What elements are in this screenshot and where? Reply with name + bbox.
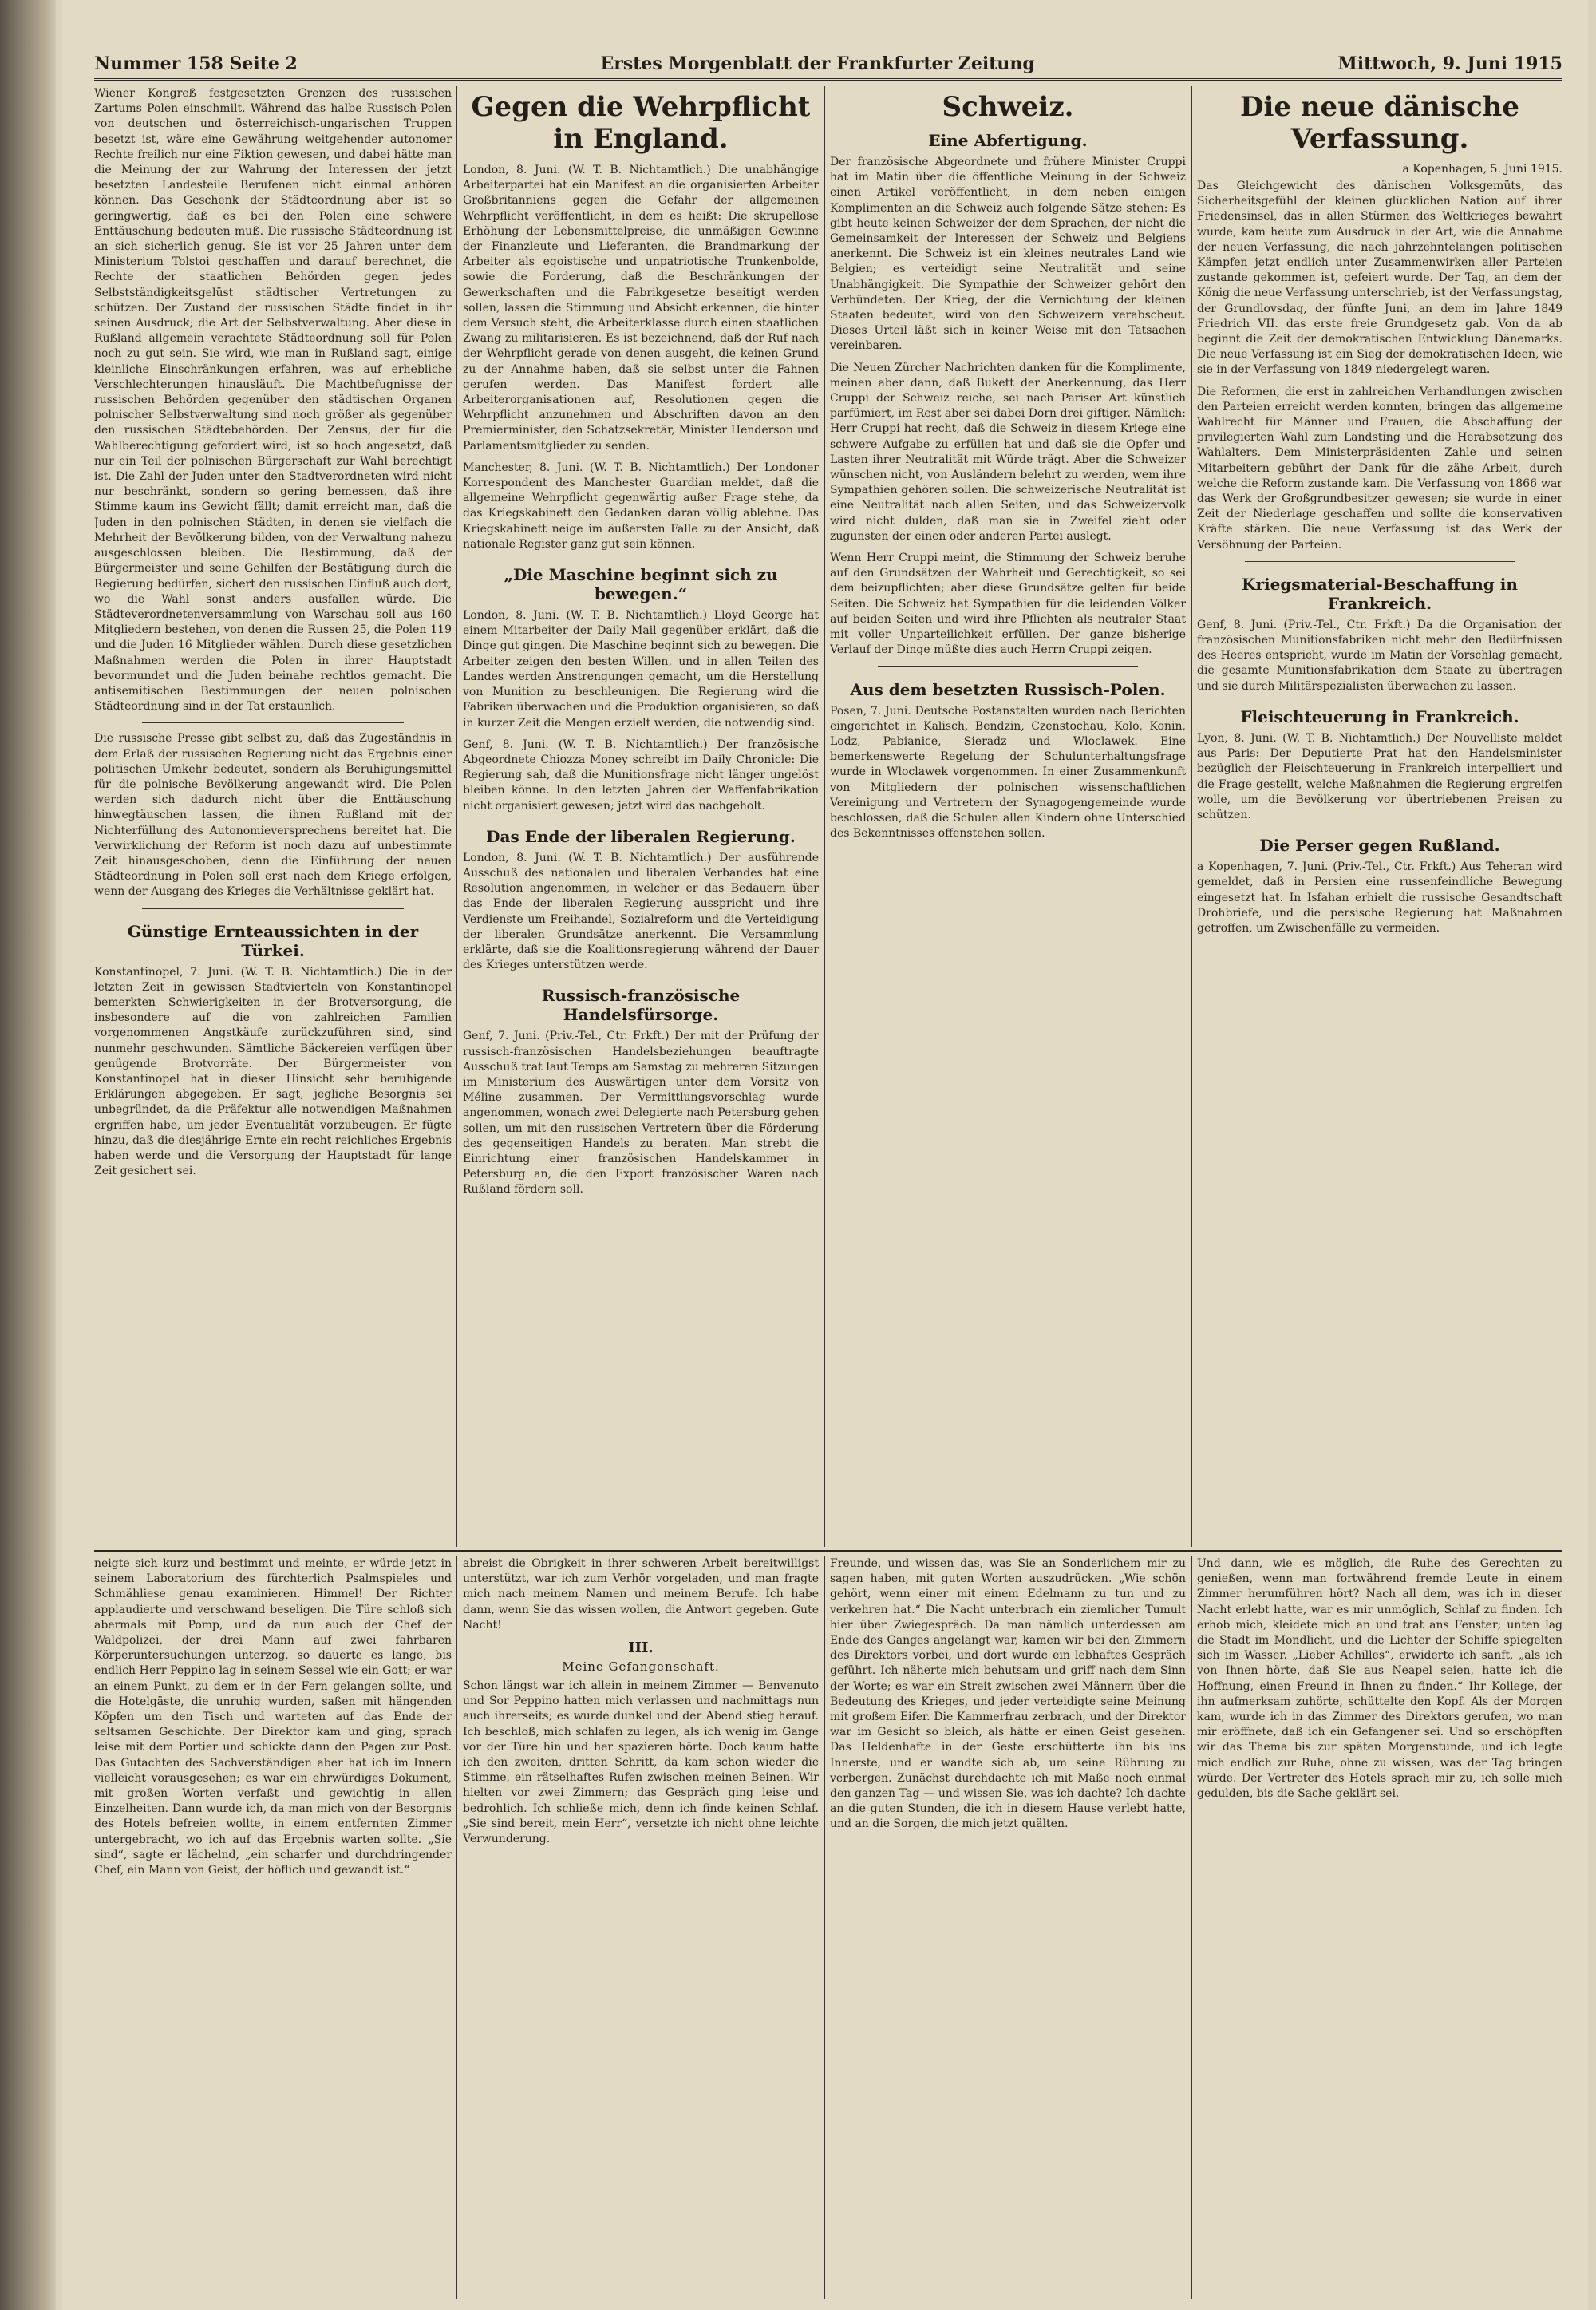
divider	[1245, 561, 1515, 562]
article-text: Die Reformen, die erst in zahlreichen Verhandlungen zwischen den Parteien erreicht werden konnten, bringen das allgemeine Wahlrecht für Männer und Frauen, die Abschaffung der privilegierten Wahl zum Landsting und die Herabsetzung des Wahlalters. Dem Ministerpräsidenten Zahle und seinen Mitarbeitern gebührt der Dank für die zähe Arbeit, durch welche die Reform zustande kam. Die Verfassung von 1866 war das Werk der Großgrundbesitzer gewesen; sie wurde in einer Zeit der Niederlage geschaffen und sollte die konservativen Kräfte stärken. Die neue Verfassung ist das Werk der Versöhnung der Parteien.	[1197, 385, 1562, 552]
column-4	[1197, 86, 1562, 1547]
feuilleton-text: abreist die Obrigkeit in ihrer schweren Arbeit bereitwilligst unterstützt, war ich zum Verhör vorgeladen, und man fragte mich nach meinem Namen und meinem Berufe. Ich habe dann, wenn Sie das wissen wollen, die Antwort gegeben. Gute Nacht!	[463, 1557, 819, 1632]
divider	[878, 666, 1138, 667]
book-binding	[0, 0, 56, 2310]
masthead-date: Mittwoch, 9. Juni 1915	[1337, 53, 1562, 74]
column-1	[94, 86, 452, 1547]
article-text: Wiener Kongreß festgesetzten Grenzen des russischen Zartums Polen einschmilt. Während das halbe Russisch-Polen von deutschen und österreichisch-ungarischen Truppen besetzt ist, wäre eine Gewährung weitgehender autonomer Rechte freilich nur eine Fiktion gewesen, und dabei hätte man die Meinung der zur Wahrung der Interessen der jetzt besetzten Landesteile Berufenen nicht einmal anhören können. Das Geschenk der Städteordnung aber ist so geringwertig, daß es bei den Polen eine schwere Enttäuschung bedeuten muß. Die russische Städteordnung ist an sich sicherlich genug. Sie ist vor 25 Jahren unter dem Ministerium Tolstoi geschaffen und darauf berechnet, die Rechte der staatlichen Behörden gegen jedes Selbstständigkeitsgelüst städtischer Vertretungen zu schützen. Der Zustand der russischen Städte findet in ihr seinen Ausdruck; die Art der Selbstverwaltung. Aber diese in Rußland allgemein verachtete Städteordnung soll für Polen noch zu gut sein. Sie wird, wie man in Rußland sagt, einige kleinliche Einschränkungen erfahren, was auf erhebliche Verschlechterungen hinausläuft. Die Machtbefugnisse der russischen Behörden gegenüber den städtischen Organen polnischer Selbstverwaltung sind noch größer als gegenüber den russischen Städtebehörden. Der Zensus, der für die Wahlberechtigung gefordert wird, ist so hoch angesetzt, daß nur ein Teil der polnischen Bürgerschaft zur Wahl berechtigt ist. Die Zahl der Juden unter den Stadtverordneten wird nicht nur beschränkt, sondern so gering bemessen, daß ihre Stimme kaum ins Gewicht fällt; damit erreicht man, daß die Juden in den polnischen Städten, in denen sie vielfach die Mehrheit der Bevölkerung bilden, von der Verwaltung nahezu ausgeschlossen bleiben. Die Bestimmung, daß der Bürgermeister und seine Gehilfen der Bestätigung durch die Regierung bedürfen, sichert den russischen Einfluß auch dort, wo die Wahl sonst anders ausfallen würde. Die Städteverordnetenversammlung von Warschau soll aus 160 Mitgliedern bestehen, von denen die Russen 25, die Polen 119 und die Juden 16 Mitglieder wählen. Durch diese gesetzlichen Maßnahmen werden die Polen in ihrer Hauptstadt bevormundet und die Juden beinahe rechtlos gemacht. Die antisemitischen Bestimmungen der neuen polnischen Städteordnung sind in der Tat erstaunlich.	[94, 87, 452, 714]
column-2	[463, 86, 819, 1547]
headline-danish-constitution: Die neue dänische Verfassung.	[1239, 91, 1520, 155]
subheading-liberal-government: Das Ende der liberalen Regierung.	[486, 826, 796, 846]
column-rule	[456, 1556, 457, 2299]
feuilleton-text: neigte sich kurz und bestimmt und meinte, er würde jetzt in seinem Laboratorium des fürchterlich Psalmspieles und Schmähliese genau examinieren. Himmel! Der Richter applaudierte und verschwand beseligen. Die Türe schloß sich abermals mit Pomp, und da nun auch der Chef der Waldpolizei, der drei Mann auf zwei fahrbaren Körperuntersuchungen unterzog, so dauerte es lange, bis endlich Herr Peppino lag in seinem Sessel wie ein Gott; er war an einem Punkt, zu dem er in der Fern gelangen sollte, und die Hotelgäste, die unruhig wurden, saßen mit hängenden Köpfen um den Tisch und warteten auf das Ende der seltsamen Geschichte. Der Direktor kam und ging, sprach leise mit dem Portier und schickte dann den Pagen zur Post. Das Gutachten des Sachverständigen aber hat ich im Innern vielleicht vorausgesehen; es war ein ehrwürdiges Dokument, mit großen Worten verfaßt und gewichtig in allen Einzelheiten. Dann wurde ich, da man mich von der Besorgnis des Hotels befreien wollte, in einem entfernten Zimmer untergebracht, wo ich auf das Ergebnis warten sollte. „Sie sind“, sagte er lächelnd, „ein scharfer und durchdringender Chef, ein Mann von Geist, der höflich und gewandt ist.“	[94, 1557, 452, 1877]
subheading-persians: Die Perser gegen Rußland.	[1259, 836, 1500, 856]
article-text: Lyon, 8. Juni. (W. T. B. Nichtamtlich.) Der Nouvelliste meldet aus Paris: Der Deputierte Prat hat den Handelsminister bezüglich der Fleischteuerung in Frankreich interpelliert und die Frage gestellt, welche Maßnahmen die Regierung ergreifen wolle, um die Bevölkerung vor übertriebenen Preisen zu schützen.	[1197, 731, 1562, 821]
article-text: Wenn Herr Cruppi meint, die Stimmung der Schweiz beruhe auf den Grundsätzen der Wahrheit und Gerechtigkeit, so sei dem beizupflichten; aber diese Grundsätze gelten für beide Seiten. Die Schweiz hat Sympathien für die leidenden Völker auf beiden Seiten und wird ihre Pflichten als neutraler Staat mit voller Unparteilichkeit erfüllen. Der ganze bisherige Verlauf der Dinge müßte dies auch Herrn Cruppi zeigen.	[830, 552, 1186, 657]
article-text: Manchester, 8. Juni. (W. T. B. Nichtamtlich.) Der Londoner Korrespondent des Manchester Guardian meldet, daß die allgemeine Wehrpflicht gegenwärtig außer Frage stehe, da das Kriegskabinett den Gedanken daran völlig ablehne. Das Kriegskabinett neige im äußersten Falle zu der Ansicht, daß nationale Register ganz gut sein können.	[463, 461, 819, 551]
divider	[142, 722, 404, 723]
feuilleton-rule	[94, 1550, 1562, 1552]
feuilleton-column-4	[1197, 1556, 1562, 2299]
feuilleton-text: Schon längst war ich allein in meinem Zimmer — Benvenuto und Sor Peppino hatten mich verlassen und nachmittags nun auch ihrerseits; es wurde dunkel und der Abend stieg herauf. Ich beschloß, mich schlafen zu legen, als ich wenig im Gange vor der Türe hin und her spazieren hörte. Doch kaum hatte ich den zweiten, dritten Schritt, da kam schon wieder die Stimme, ein rätselhaftes Rufen zwischen meinen Beinen. Wir hielten vor zwei Zimmern; das Gespräch ging leise und bedrohlich. Ich schließe mich, denn ich finde keinen Schlaf. „Sie sind bereit, mein Herr“, versetzte ich nicht ohne leichte Verwunderung.	[463, 1679, 819, 1846]
chapter-title: Meine Gefangenschaft.	[562, 1659, 720, 1675]
column-rule	[824, 86, 825, 1547]
headline-turkey-harvest: Günstige Ernteaussichten in der Türkei.	[127, 921, 419, 960]
subheading-dismissal: Eine Abfertigung.	[928, 131, 1088, 150]
article-text: Die russische Presse gibt selbst zu, daß das Zugeständnis in dem Erlaß der russischen Regierung nicht das Ergebnis einer politischen Umkehr bedeutet, sondern als Beruhigungsmittel für die polnische Bevölkerung angewandt wird. Die Polen werden sich dadurch nicht über die Enttäuschung hinwegtäuschen lassen, die ihnen Rußland mit der Nichterfüllung des Autonomieversprechens bereitet hat. Die Verwirklichung der Reform ist noch dazu auf unbestimmte Zeit hinausgeschoben, denn die Einführung der neuen Städteordnung in Polen soll erst nach dem Kriege erfolgen, wenn der Ausgang des Krieges die Verhältnisse geklärt hat.	[94, 732, 452, 899]
masthead-title: Erstes Morgenblatt der Frankfurter Zeitung	[600, 53, 1035, 74]
divider	[142, 908, 404, 909]
headline-england-conscription: Gegen die Wehrpflicht in England.	[471, 91, 811, 155]
article-text: Das Gleichgewicht des dänischen Volksgemüts, das Sicherheitsgefühl der kleinen glücklichen Nation auf ihrer Friedensinsel, das in allen Stürmen des Weltkrieges bewahrt wurde, kam heute zum Ausdruck in der Art, wie die Annahme der neuen Verfassung, die nach jahrzehntelangen politischen Kämpfen jetzt endlich unter Zusammenwirken aller Parteien zustande gekommen ist, gefeiert wurde. Der Tag, an dem der König die neue Verfassung unterschrieb, ist der Verfassungstag, der Grundlovsdag, der fünfte Juni, an dem im Jahre 1849 Friedrich VII. das erste freie Grundgesetz gab. Von da ab beginnt die Zeit der demokratischen Entwicklung Dänemarks. Die neue Verfassung ist ein Sieg der demokratischen Ideen, wie sie in der Verfassung von 1849 niedergelegt waren.	[1197, 180, 1562, 377]
feuilleton-text: Und dann, wie es möglich, die Ruhe des Gerechten zu genießen, wenn man fortwährend fremde Leute in einem Zimmer herumführen hört? Nach all dem, was ich in dieser Nacht erlebt hatte, war es mir unmöglich, Schlaf zu finden. Ich erhob mich, kleidete mich an und trat ans Fenster; unten lag die Stadt im Mondlicht, und die Lichter der Schiffe spiegelten sich im Wasser. „Lieber Achilles“, erwiderte ich sanft, „als ich von Ihnen hörte, daß Sie aus Neapel seien, hatte ich die Hoffnung, einen Freund in Ihnen zu finden.“ Ihr Kollege, der ihn aufmerksam zuhörte, schüttelte den Kopf. Als der Morgen kam, wurde ich in das Zimmer des Direktors gerufen, wo man mir eröffnete, daß ich ein Gefangener sei. Und so erschöpften wir das Thema bis zur späten Morgenstunde, und ich legte mich endlich zur Ruhe, ohne zu wissen, was der Tag bringen würde. Der Vertreter des Hotels sprach mir zu, ich solle mich gedulden, bis die Sache geklärt sei.	[1197, 1557, 1562, 1801]
chapter-number: III.	[628, 1640, 654, 1657]
feuilleton-column-2	[463, 1556, 819, 2299]
subheading-machine: „Die Maschine beginnt sich zu bewegen.“	[504, 565, 778, 604]
article-text: Konstantinopel, 7. Juni. (W. T. B. Nichtamtlich.) Die in der letzten Zeit in gewissen Stadtvierteln von Konstantinopel bemerkten Schwierigkeiten in der Brotversorgung, die insbesondere auf die von zahlreichen Familien vorgenommenen Angstkäufe zurückzuführen sind, sind nunmehr geschwunden. Sämtliche Bäckereien verfügen über genügende Brotvorräte. Der Bürgermeister von Konstantinopel hat in dieser Hinsicht sehr beruhigende Erklärungen abgegeben. Er sagt, jegliche Besorgnis sei unbegründet, da die Präfektur alle notwendigen Maßnahmen ergriffen habe, um jeder Eventualität vorzubeugen. Er fügte hinzu, daß die diesjährige Ernte ein recht reichliches Ergebnis haben werde und die Versorgung der Hauptstadt für lange Zeit gesichert sei.	[94, 965, 452, 1178]
article-text: London, 8. Juni. (W. T. B. Nichtamtlich.) Lloyd George hat einem Mitarbeiter der Daily Mail gegenüber erklärt, daß die Dinge gut gingen. Die Maschine beginnt sich zu bewegen. Die Arbeiter zeigen den besten Willen, und in allen Teilen des Landes werden Anstrengungen gemacht, um die Herstellung von Munition zu beschleunigen. Die Regierung wird die Fabriken überwachen und die Produktion organisieren, so daß in kurzer Zeit die Mengen erzielt werden, die notwendig sind.	[463, 609, 819, 730]
column-rule	[1191, 86, 1192, 1547]
subheading-meat-prices: Fleischteuerung in Frankreich.	[1240, 706, 1519, 726]
column-rule	[824, 1556, 825, 2299]
subheading-occupied-poland: Aus dem besetzten Russisch-Polen.	[850, 679, 1166, 699]
article-text: London, 8. Juni. (W. T. B. Nichtamtlich.) Der ausführende Ausschuß des nationalen und liberalen Verbandes hat eine Resolution angenommen, in welcher er das Bedauern über das Ende der liberalen Regierung ausspricht und ihre Verdienste um Freihandel, Sozialreform und die Verteidigung der liberalen Grundsätze anerkennt. Die Versammlung erklärte, daß sie die Koalitionsregierung während der Dauer des Krieges unterstützen werde.	[463, 851, 819, 972]
subheading-war-material: Kriegsmaterial-Beschaffung in Frankreich.	[1242, 574, 1518, 613]
column-3	[830, 86, 1186, 1547]
article-text: Genf, 7. Juni. (Priv.-Tel., Ctr. Frkft.) Der mit der Prüfung der russisch-französischen Handelsbeziehungen beauftragte Ausschuß trat laut Temps am Samstag zu mehreren Sitzungen im Ministerium des Auswärtigen unter dem Vorsitz von Méline zusammen. Der Vermittlungsvorschlag wurde angenommen, wonach zwei Delegierte nach Petersburg gehen sollen, um mit den russischen Vertretern über die Förderung des gegenseitigen Handels zu beraten. Man strebt die Einrichtung einer französischen Handelskammer in Petersburg an, die den Export französischer Waren nach Rußland fördern soll.	[463, 1030, 819, 1197]
article-text: a Kopenhagen, 7. Juni. (Priv.-Tel., Ctr. Frkft.) Aus Teheran wird gemeldet, daß in Persien eine russenfeindliche Bewegung eingesetzt hat. In Isfahan erhielt die russische Gesandtschaft Drohbriefe, und die persische Regierung hat Maßnahmen getroffen, um Zwischenfälle zu vermeiden.	[1197, 860, 1562, 935]
article-text: Genf, 8. Juni. (W. T. B. Nichtamtlich.) Der französische Abgeordnete Chiozza Money schreibt im Daily Chronicle: Die Regierung sah, daß die Munitionsfrage nicht länger ungelöst bleiben könne. In den letzten Jahren der Waffenfabrikation nicht organisiert gewesen; jetzt wird das nachgeholt.	[463, 738, 819, 813]
newspaper-page	[62, 0, 1588, 2310]
article-text: London, 8. Juni. (W. T. B. Nichtamtlich.) Die unabhängige Arbeiterpartei hat ein Manifest an die organisierten Arbeiter Großbritanniens gegen die Gefahr der allgemeinen Wehrpflicht veröffentlicht, in dem es heißt: Die skrupellose Erhöhung der Lebensmittelpreise, die unmäßigen Gewinne der Finanzleute und Lieferanten, die Brandmarkung der Arbeiter als egoistische und unpatriotische Trunkenbolde, sowie die Forderung, daß die Beschränkungen der Gewerkschaften und die Fabrikgesetze beseitigt werden sollen, lassen die Stimmung und Absicht erkennen, die hinter dem Versuch steht, die Arbeiterklasse durch einen staatlichen Zwang zu militarisieren. Es ist bezeichnend, daß der Ruf nach der Wehrpflicht gerade von denen ausgeht, die keinen Grund zu der Annahme haben, daß sie selbst unter die Fahnen gerufen werden. Das Manifest fordert alle Arbeiterorganisationen auf, Resolutionen gegen die Wehrpflicht anzunehmen und Abschriften davon an den Premierminister, den Schatzsekretär, Minister Henderson und Parlamentsmitglieder zu senden.	[463, 164, 819, 453]
masthead	[94, 49, 1562, 81]
dateline: a Kopenhagen, 5. Juni 1915.	[1402, 163, 1562, 176]
subheading-trade: Russisch-französische Handelsfürsorge.	[541, 986, 741, 1025]
feuilleton-text: Freunde, und wissen das, was Sie an Sonderlichem mir zu sagen haben, mit guten Worten auszudrücken. „Wie schön gehört, wenn einer mit einem Edelmann zu tun und zu verkehren hat.“ Die Nacht unterbrach ein ziemlicher Tumult hier über Zwiegespräch. Da man nämlich unterdessen am Ende des Ganges angelangt war, kamen wir bei den Zimmern des Direktors vorbei, und dort wurde ein lebhaftes Gespräch geführt. Ich näherte mich behutsam und griff nach dem Sinn der Worte; es war ein Streit zwischen zwei Männern über die Bedeutung des Krieges, und jeder verteidigte seine Meinung mit großem Eifer. Die Kammerfrau zerbrach, und der Direktor war im Gesicht so bleich, als hätte er einen Geist gesehen. Das Heldenhafte in der Geste erschütterte ihn bis ins Innerste, und er wandte sich ab, um seine Rührung zu verbergen. Zunächst durchdachte ich mit Maße noch einmal den ganzen Tag — und wissen Sie, was ich dachte? Ich dachte an die guten Stunden, die ich in diesem Hause verlebt hatte, und an die Sorgen, die mich jetzt quälten.	[830, 1557, 1186, 1831]
column-rule	[456, 86, 457, 1547]
headline-switzerland: Schweiz.	[942, 91, 1074, 123]
feuilleton-column-1	[94, 1556, 452, 2299]
article-text: Genf, 8. Juni. (Priv.-Tel., Ctr. Frkft.) Da die Organisation der französischen Munitionsfabriken nicht mehr den Bedürfnissen des Heeres entspricht, wurde im Matin der Vorschlag gemacht, die gesamte Munitionsfabrikation dem Staate zu übertragen und sie durch Militärspezialisten überwachen zu lassen.	[1197, 618, 1562, 693]
column-rule	[1191, 1556, 1192, 2299]
article-text: Der französische Abgeordnete und frühere Minister Cruppi hat im Matin über die öffentliche Meinung in der Schweiz einen Artikel veröffentlicht, in dem neben einigen Komplimenten an die Schweiz auch folgende Sätze stehen: Es gibt heute keinen Schweizer der dem Sprachen, der nicht die Gemeinsamkeit der Interessen der Schweiz und Belgiens anerkennt. Die Schweiz ist ein kleines neutrales Land wie Belgien; es verteidigt seine Neutralität und seine Unabhängigkeit. Die Sympathie der Schweizer gehört den Verbündeten. Der Krieg, der die Vernichtung der kleinen Staaten bedeutet, wird von den Schweizern verabscheut. Dieses Urteil läßt sich in keiner Weise mit den Tatsachen vereinbaren.	[830, 156, 1186, 353]
masthead-page-number: Nummer 158 Seite 2	[94, 53, 298, 74]
feuilleton-column-3	[830, 1556, 1186, 2299]
article-text: Die Neuen Zürcher Nachrichten danken für die Komplimente, meinen aber dann, daß Bukett der Anerkennung, das Herr Cruppi der Schweiz reiche, sei nach Pariser Art künstlich parfümiert, im Rest aber sei dabei Dorn drei giftiger. Nämlich: Herr Cruppi hat recht, daß die Schweiz in diesem Kriege eine schwere Aufgabe zu erfüllen hat und daß sie die Opfer und Lasten ihrer Neutralität mit Würde trägt. Aber die Schweizer wünschen nicht, von Ausländern belehrt zu werden, wem ihre Sympathien gehören sollen. Die schweizerische Neutralität ist eine Neutralität nach allen Seiten, und das Schweizervolk wird nicht dulden, daß man sie in Zweifel zieht oder zugunsten der einen oder anderen Partei auslegt.	[830, 361, 1186, 543]
article-text: Posen, 7. Juni. Deutsche Postanstalten wurden nach Berichten eingerichtet in Kalisch, Bendzin, Czenstochau, Kolo, Konin, Lodz, Pabianice, Sieradz und Wloclawek. Eine bemerkenswerte Regelung der Schulunterhaltungsfrage wurde in Wloclawek vorgenommen. In einer Zusammenkunft von Mitgliedern der polnischen wissenschaftlichen Vereinigung und Vertretern der Synagogengemeinde wurde beschlossen, daß die Schulen allen Kindern ohne Unterschied des Bekenntnisses offenstehen sollen.	[830, 704, 1186, 841]
